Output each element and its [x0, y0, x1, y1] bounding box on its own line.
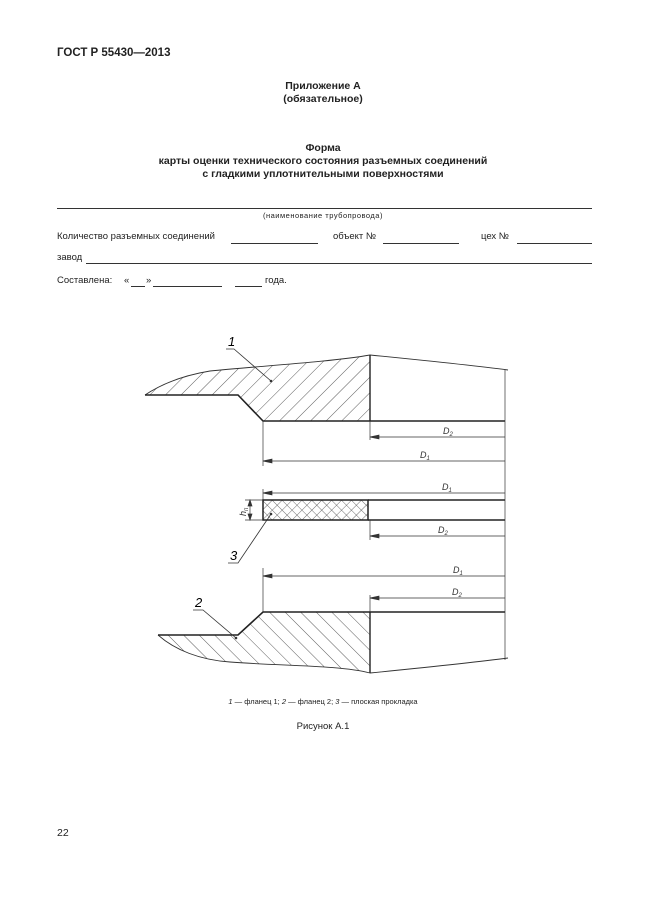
- figure-caption: Рисунок А.1: [296, 721, 350, 732]
- form-title: Форма: [305, 142, 341, 154]
- figure-legend: 1 — фланец 1; 2 — фланец 2; 3 — плоская прокладка: [228, 697, 418, 706]
- gasket-label: 3: [230, 548, 238, 563]
- section-label: цех №: [481, 231, 509, 242]
- year-label: года.: [265, 275, 287, 286]
- flange-1-label: 1: [228, 334, 236, 349]
- gasket-thickness-label: $h_п$: [238, 507, 250, 516]
- d2-label-gasket: $D_2$: [438, 525, 448, 537]
- connections-label: Количество разъемных соединений: [57, 231, 215, 242]
- appendix-status: (обязательное): [283, 93, 363, 105]
- date-close-quote: »: [146, 275, 152, 286]
- gasket: [263, 500, 505, 520]
- d2-label-bottom: $D_2$: [452, 587, 462, 599]
- flange-2-label: 2: [195, 595, 203, 610]
- standard-number: ГОСТ Р 55430—2013: [57, 47, 171, 59]
- flange-1: [145, 355, 508, 421]
- date-open-quote: «: [124, 275, 130, 286]
- d2-label-top: $D_2$: [443, 426, 453, 438]
- d1-label-top: $D_1$: [420, 450, 430, 462]
- plant-label: завод: [57, 252, 83, 263]
- page-number: 22: [57, 827, 69, 839]
- flange-2: [158, 612, 508, 673]
- appendix-title: Приложение А: [285, 80, 361, 92]
- compiled-label: Составлена:: [57, 275, 113, 286]
- form-subtitle-line1: карты оценки технического состояния разъемных соединений: [158, 155, 488, 167]
- object-label: объект №: [333, 231, 377, 242]
- d1-label-gasket: $D_1$: [442, 482, 452, 494]
- pipeline-name-hint: (наименование трубопровода): [263, 211, 383, 220]
- form-subtitle-line2: с гладкими уплотнительными поверхностями: [202, 168, 444, 180]
- d1-label-bottom: $D_1$: [453, 565, 463, 577]
